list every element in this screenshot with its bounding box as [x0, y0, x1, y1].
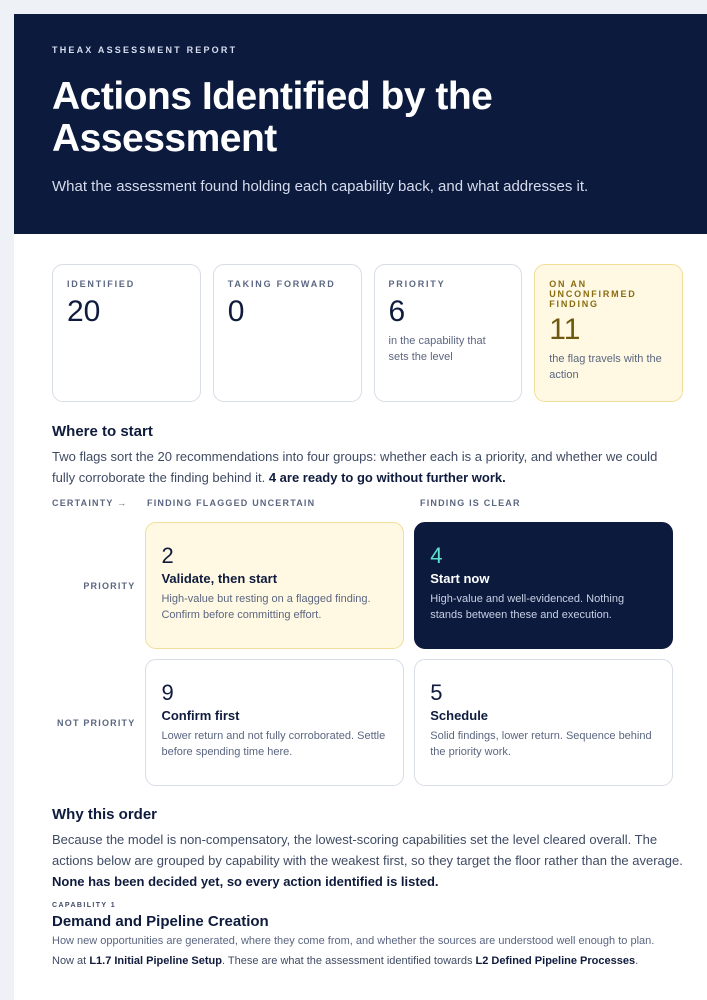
stat-note: in the capability that sets the level: [388, 335, 486, 363]
matrix-row-priority: [52, 522, 683, 649]
row-label-not-priority: NOT PRIORITY: [57, 717, 136, 728]
cell-count: 5: [430, 680, 443, 705]
matrix-cell-confirm-first: [145, 659, 404, 786]
cell-description: Lower return and not fully corroborated. Settle before spending time here.: [161, 730, 386, 758]
page-subtitle: What the assessment found holding each capability back, and what addresses it.: [52, 178, 589, 195]
matrix-row-not-priority: [52, 659, 683, 786]
matrix-cell-start-now: [414, 522, 673, 649]
now-suffix: .: [635, 955, 639, 967]
stat-label: TAKING FORWARD: [227, 279, 336, 289]
cell-title: Confirm first: [161, 708, 240, 723]
where-text: Two flags sort the 20 recommendations into four groups: whether each is a priority, and whether we could fully corroborate the finding behind it.: [52, 449, 658, 485]
where-emphasis: 4 are ready to go without further work.: [268, 470, 506, 485]
section-title-where: Where to start: [52, 423, 153, 440]
stat-card-identified: [52, 264, 201, 402]
certainty-axis-label: CERTAINTY →: [52, 498, 128, 508]
cell-count: 4: [430, 543, 443, 568]
where-paragraph: [52, 446, 683, 488]
report-header: [14, 14, 707, 234]
cell-title: Start now: [430, 571, 490, 586]
stat-value: 6: [388, 295, 406, 328]
stat-value: 11: [549, 313, 581, 346]
now-prefix: Now at: [52, 955, 87, 967]
report-eyebrow: THEAX ASSESSMENT REPORT: [52, 45, 238, 55]
matrix-cell-validate: [145, 522, 404, 649]
cell-title: Schedule: [430, 708, 489, 723]
column-header-clear: FINDING IS CLEAR: [420, 498, 521, 508]
capability-eyebrow: CAPABILITY 1: [52, 902, 116, 909]
target-level: L2 Defined Pipeline Processes: [475, 955, 636, 967]
column-header-uncertain: FINDING FLAGGED UNCERTAIN: [147, 498, 316, 508]
matrix-header: [52, 498, 683, 508]
report-page: [14, 14, 707, 1000]
current-level: L1.7 Initial Pipeline Setup: [89, 955, 222, 967]
matrix-cell-schedule: [414, 659, 673, 786]
stat-card-priority: [374, 264, 523, 402]
stat-label: PRIORITY: [388, 279, 446, 289]
now-middle: . These are what the assessment identified towards: [221, 955, 473, 967]
stat-label: IDENTIFIED: [67, 279, 136, 289]
stat-card-taking-forward: [213, 264, 362, 402]
why-emphasis: None has been decided yet, so every action identified is listed.: [52, 874, 439, 889]
section-title-why: Why this order: [52, 806, 158, 823]
cell-description: High-value but resting on a flagged finding. Confirm before committing effort.: [161, 593, 371, 621]
cell-count: 2: [161, 543, 174, 568]
why-paragraph: [52, 829, 683, 892]
cell-description: High-value and well-evidenced. Nothing stands between these and execution.: [430, 593, 625, 621]
capability-level-line: [52, 955, 683, 967]
why-text: Because the model is non-compensatory, the lowest-scoring capabilities set the level cleared overall. The actions below are grouped by capability with the weakest first, so they target the floor rather than the average.: [52, 832, 683, 868]
stat-card-unconfirmed: [534, 264, 683, 402]
cell-title: Validate, then start: [161, 571, 278, 586]
stat-value: 0: [227, 295, 245, 328]
row-label-priority: PRIORITY: [83, 580, 136, 591]
stat-note: the flag travels with the action: [549, 353, 662, 381]
cell-count: 9: [161, 680, 174, 705]
stats-row: [52, 264, 683, 402]
stat-label: ON AN UNCONFIRMED FINDING: [549, 279, 637, 309]
capability-description: How new opportunities are generated, where they come from, and whether the sources are understood well enough to plan.: [52, 935, 655, 947]
capability-title: Demand and Pipeline Creation: [52, 913, 269, 930]
page-title: Actions Identified by the Assessment: [52, 75, 493, 160]
stat-value: 20: [67, 295, 101, 328]
cell-description: Solid findings, lower return. Sequence behind the priority work.: [430, 730, 652, 758]
